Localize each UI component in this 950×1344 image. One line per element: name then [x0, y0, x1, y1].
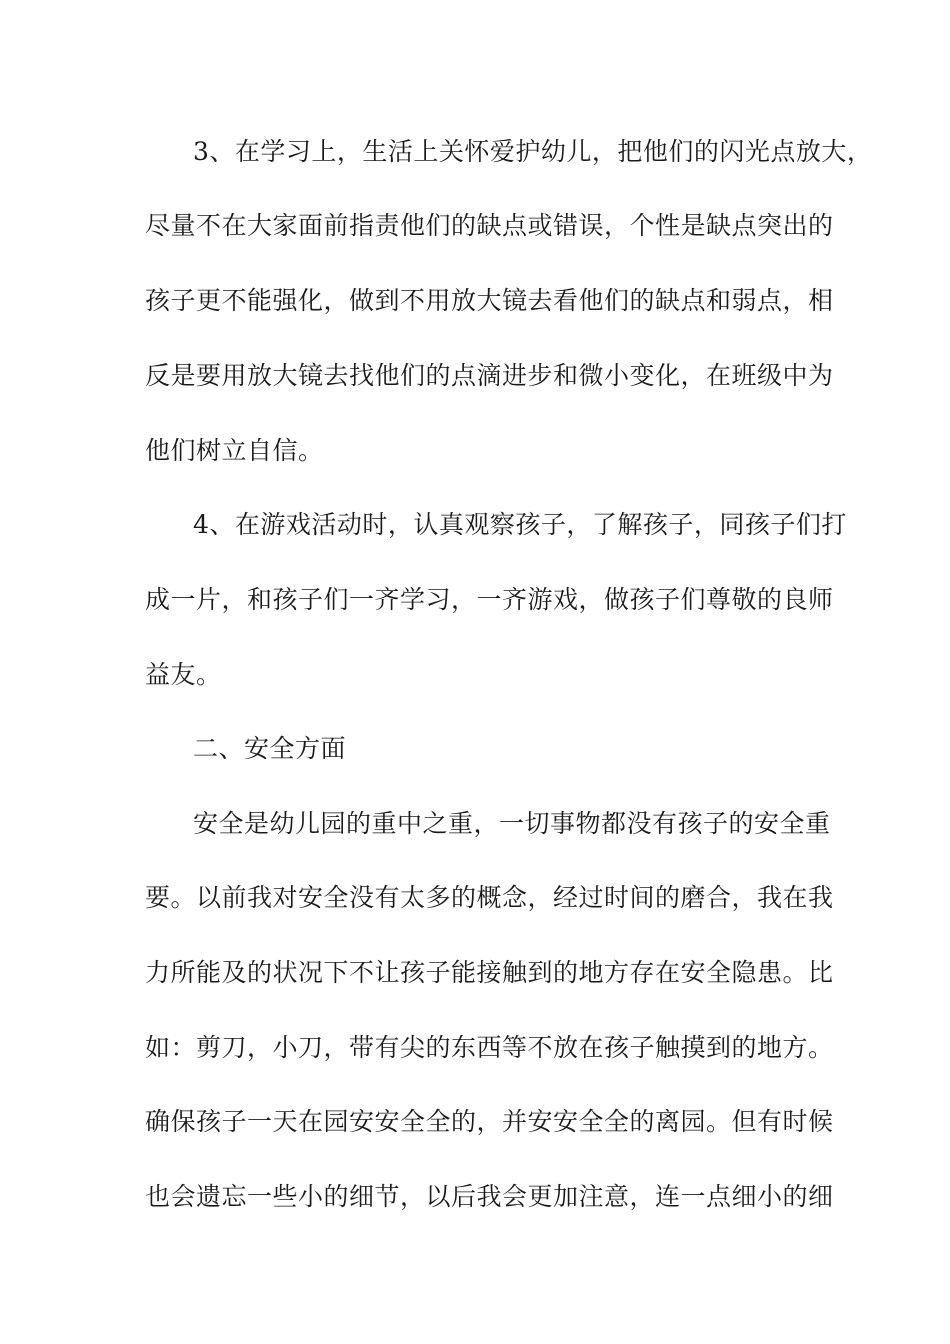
paragraph-4-line-3: 益友。: [145, 660, 222, 689]
paragraph-4-line-1: 4、在游戏活动时，认真观察孩子，了解孩子，同孩子们打: [193, 510, 847, 539]
safety-paragraph-line-4: 如：剪刀，小刀，带有尖的东西等不放在孩子触摸到的地方。: [145, 1033, 834, 1062]
safety-paragraph-line-1: 安全是幼儿园的重中之重，一切事物都没有孩子的安全重: [193, 809, 831, 838]
paragraph-3-line-3: 孩子更不能强化，做到不用放大镜去看他们的缺点和弱点，相: [145, 286, 834, 315]
section-heading-safety: 二、安全方面: [193, 734, 347, 763]
paragraph-3-line-4: 反是要用放大镜去找他们的点滴进步和微小变化，在班级中为: [145, 361, 834, 390]
paragraph-4-line-2: 成一片，和孩子们一齐学习，一齐游戏，做孩子们尊敬的良师: [145, 585, 834, 614]
safety-paragraph-line-5: 确保孩子一天在园安安全全的，并安安全全的离园。但有时候: [145, 1107, 834, 1136]
safety-paragraph-line-2: 要。以前我对安全没有太多的概念，经过时间的磨合，我在我: [145, 883, 834, 912]
paragraph-3-line-5: 他们树立自信。: [145, 436, 324, 465]
safety-paragraph-line-6: 也会遗忘一些小的细节，以后我会更加注意，连一点细小的细: [145, 1182, 834, 1211]
paragraph-3-line-2: 尽量不在大家面前指责他们的缺点或错误，个性是缺点突出的: [145, 211, 834, 240]
safety-paragraph-line-3: 力所能及的状况下不让孩子能接触到的地方存在安全隐患。比: [145, 958, 834, 987]
paragraph-3-line-1: 3、在学习上，生活上关怀爱护幼儿，把他们的闪光点放大，: [193, 137, 873, 166]
